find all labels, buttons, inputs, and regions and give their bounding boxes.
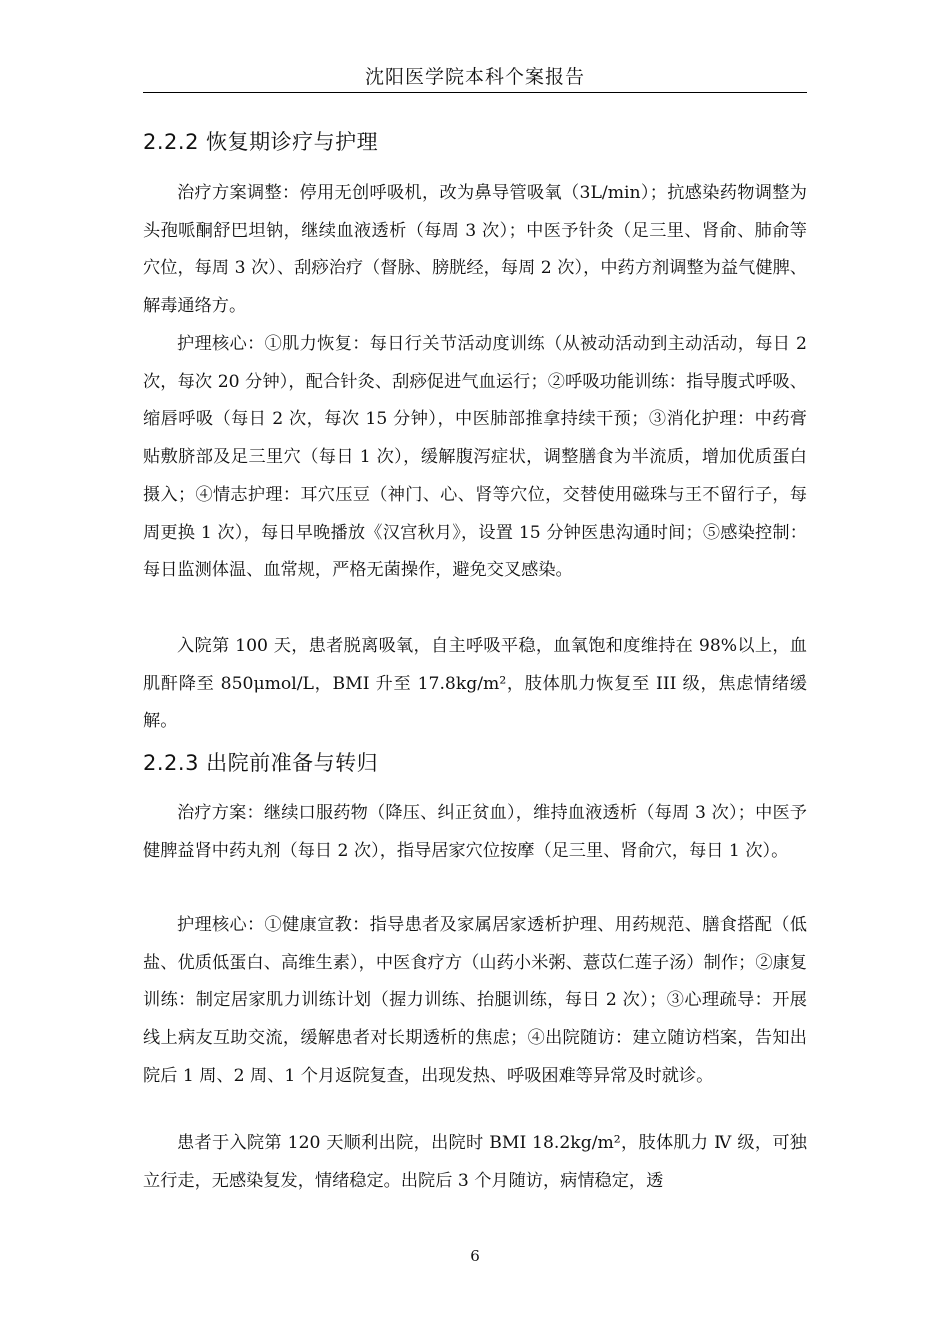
- header-divider: [143, 92, 807, 93]
- section-heading-recovery: 2.2.2 恢复期诊疗与护理: [143, 130, 379, 154]
- paragraph-recovery-nursing: 护理核心：①肌力恢复：每日行关节活动度训练（从被动活动到主动活动，每日 2 次，每次 20 分钟），配合针灸、刮痧促进气血运行；②呼吸功能训练：指导腹式呼吸、缩唇呼吸（每日 2 次，每次 15 分钟），中医肺部推拿持续干预；③消化护理：中药膏贴敷脐部及足三里穴（每日 1 次），缓解腹泻症状，调整膳食为半流质，增加优质蛋白摄入；④情志护理：耳穴压豆（神门、心、肾等穴位，交替使用磁珠与王不留行子，每周更换 1 次），每日早晚播放《汉宫秋月》，设置 15 分钟医患沟通时间；⑤感染控制：每日监测体温、血常规，严格无菌操作，避免交叉感染。: [143, 334, 807, 581]
- paragraph-recovery-treatment: 治疗方案调整：停用无创呼吸机，改为鼻导管吸氧（3L/min）；抗感染药物调整为头孢哌酮舒巴坦钠，继续血液透析（每周 3 次）；中医予针灸（足三里、肾俞、肺俞等穴位，每周 3 次）、刮痧治疗（督脉、膀胱经，每周 2 次），中药方剂调整为益气健脾、解毒通络方。: [143, 183, 807, 317]
- section-heading-discharge: 2.2.3 出院前准备与转归: [143, 751, 379, 775]
- paragraph-discharge-outcome: 患者于入院第 120 天顺利出院，出院时 BMI 18.2kg/m²，肢体肌力 Ⅳ 级，可独立行走，无感染复发，情绪稳定。出院后 3 个月随访，病情稳定，透: [143, 1133, 807, 1191]
- paragraph-discharge-nursing: 护理核心：①健康宣教：指导患者及家属居家透析护理、用药规范、膳食搭配（低盐、优质低蛋白、高维生素），中医食疗方（山药小米粥、薏苡仁莲子汤）制作；②康复训练：制定居家肌力训练计划（握力训练、抬腿训练，每日 2 次）；③心理疏导：开展线上病友互助交流，缓解患者对长期透析的焦虑；④出院随访：建立随访档案，告知出院后 1 周、2 周、1 个月返院复查，出现发热、呼吸困难等异常及时就诊。: [143, 915, 807, 1086]
- paragraph-recovery-outcome: 入院第 100 天，患者脱离吸氧，自主呼吸平稳，血氧饱和度维持在 98%以上，血肌酐降至 850μmol/L，BMI 升至 17.8kg/m²，肢体肌力恢复至 III 级，焦虑情绪缓解。: [143, 636, 807, 732]
- page-header-title: 沈阳医学院本科个案报告: [364, 66, 585, 88]
- page-number: 6: [470, 1247, 480, 1265]
- paragraph-discharge-treatment: 治疗方案：继续口服药物（降压、纠正贫血），维持血液透析（每周 3 次）；中医予健脾益肾中药丸剂（每日 2 次），指导居家穴位按摩（足三里、肾俞穴，每日 1 次）。: [143, 803, 807, 861]
